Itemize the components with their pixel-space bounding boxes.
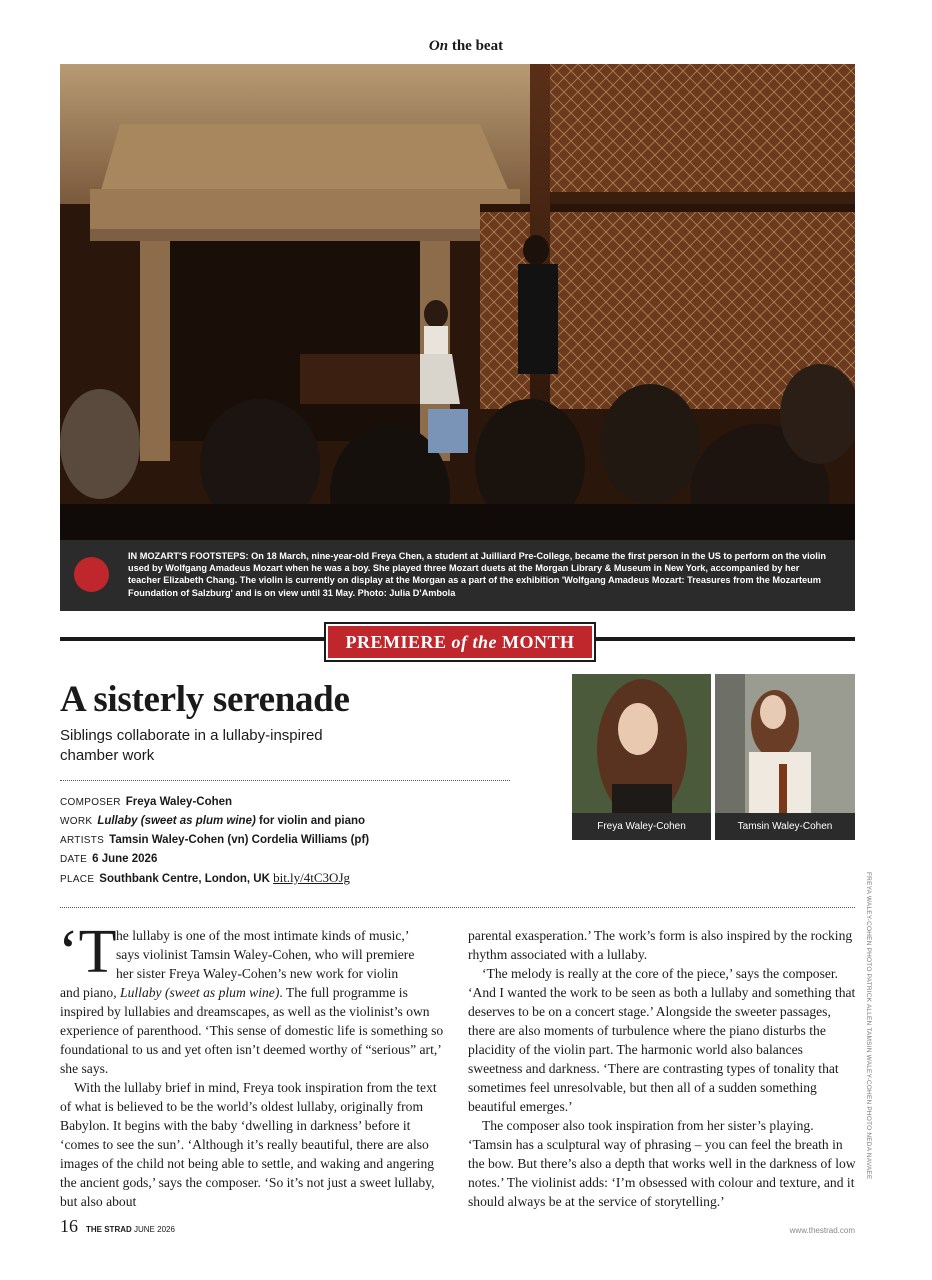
- dotted-rule-bottom: [60, 907, 855, 908]
- work-label: WORK: [60, 816, 93, 827]
- detail-place: [60, 871, 350, 887]
- portrait-freya: [572, 674, 711, 840]
- headline: A sisterly serenade: [60, 679, 350, 720]
- date-value: 6 June 2026: [92, 853, 158, 865]
- p1-pre: and piano,: [60, 985, 121, 1000]
- detail-artists: [60, 833, 369, 848]
- banner-word-month: MONTH: [502, 631, 575, 652]
- place-label: PLACE: [60, 874, 95, 885]
- composer-value: Freya Waley-Cohen: [125, 796, 233, 808]
- body-paragraph-5: The composer also took inspiration from her sister’s playing. ‘Tamsin has a sculptural way of phrasing – you can feel the breath in the bow. But there’s also a depth that works well in the darkness of low notes.’ The violinist adds: ‘I’m obsessed with colour and texture, and it should always be at the service of storytelling.’: [468, 1118, 856, 1209]
- banner-rule-right: [590, 637, 855, 641]
- work-instrumentation: for violin and piano: [255, 815, 366, 827]
- detail-date: [60, 852, 157, 867]
- portrait-tamsin: [715, 674, 855, 840]
- standfirst: Siblings collaborate in a lullaby-inspired chamber work: [60, 727, 323, 764]
- body-column-left: [60, 983, 445, 1211]
- p1-rest: . The full programme is inspired by lullabies and dreamscapes, as well as the violinist’s own experience of parenthood. ‘This sense of domestic life is something so foundational to us and yet often isn’t deemed worthy of “serious” art,’ she says.: [60, 985, 444, 1076]
- section-banner: [326, 624, 594, 660]
- artists-label: ARTISTS: [60, 835, 105, 846]
- magazine-footer: [86, 1225, 175, 1234]
- running-head-italic: On: [428, 38, 449, 54]
- composer-label: COMPOSER: [60, 797, 121, 808]
- body-paragraph-4: ‘The melody is really at the core of the piece,’ says the composer. ‘And I wanted the work to be seen as both a lullaby and something that deserves to be on a concert stage.’ Alongside the sweeter passages, there are also moments of turbulence where the piano disturbs the placidity of the violin part. The harmonic world also balances sweetness and darkness. ‘There are contrasting types of tonality that sometimes feel unresolvable, but then all of a sudden something beautiful emerges.’: [468, 966, 856, 1114]
- magazine-issue: JUNE 2026: [131, 1225, 175, 1234]
- page-number: 16: [60, 1216, 78, 1236]
- drop-cap: [58, 918, 117, 986]
- portrait-freya-label: Freya Waley-Cohen: [572, 813, 711, 840]
- date-label: DATE: [60, 854, 88, 865]
- photo-credit-text: FREYA WALEY-COHEN PHOTO PATRICK ALLEN TAMSIN WALEY-COHEN PHOTO NEDA NAVAEE: [865, 872, 872, 1180]
- drop-cap-quote: ‘: [58, 918, 79, 986]
- running-head: [0, 38, 932, 55]
- body-paragraph-2: With the lullaby brief in mind, Freya took inspiration from the text of what is believed to be the world’s oldest lullaby, originally from Babylon. It begins with the baby ‘dwelling in darkness’ before it ‘comes to see the sun’. ‘Although it’s really beautiful, there are also images of the child not being able to settle, and waking and angering the ancient gods,’ says the composer. ‘So it’s not just a sweet lullaby, but also about: [60, 1080, 437, 1209]
- body-line-3: her sister Freya Waley-Cohen’s new work for violin: [116, 966, 399, 981]
- p1-work-title: Lullaby (sweet as plum wine): [120, 985, 280, 1000]
- running-head-text: the beat: [451, 38, 504, 54]
- website-url[interactable]: www.thestrad.com: [789, 1226, 855, 1235]
- body-paragraph-3: parental exasperation.’ The work’s form is also inspired by the rocking rhythm associated with a lullaby.: [468, 928, 853, 962]
- body-line-2: says violinist Tamsin Waley-Cohen, who will premiere: [116, 947, 415, 962]
- photo-credit: [862, 872, 872, 1212]
- body-column-right: [468, 926, 858, 1211]
- detail-composer: [60, 795, 232, 810]
- detail-work: [60, 814, 365, 829]
- dotted-rule-top: [60, 780, 510, 781]
- caption-bullet-icon: [74, 557, 109, 592]
- work-title: Lullaby (sweet as plum wine): [97, 815, 256, 827]
- concert-photo: [60, 64, 855, 540]
- event-link[interactable]: bit.ly/4tC3OJg: [273, 870, 351, 885]
- banner-word-premiere: PREMIERE: [345, 631, 447, 652]
- body-paragraph-1: [60, 983, 445, 1078]
- artists-value: Tamsin Waley-Cohen (vn) Cordelia Williams (pf): [109, 834, 370, 846]
- photo-caption: IN MOZART'S FOOTSTEPS: On 18 March, nine-year-old Freya Chen, a student at Juilliard Pre-College, became the first person in the US to perform on the violin used by Wolfgang Amadeus Mozart when he was a boy. She played three Mozart duets at the Morgan Library & Museum in New York, accompanied by her teacher Elizabeth Chang. The violin is currently on display at the Morgan as a part of the exhibition 'Wolfgang Amadeus Mozart: Treasures from the Mozarteum Foundation of Salzburg' and is on view until 31 May. Photo: Julia D'Ambola: [128, 551, 826, 598]
- drop-cap-letter: T: [78, 918, 117, 986]
- banner-rule-left: [60, 637, 326, 641]
- body-line-1: he lullaby is one of the most intimate kinds of music,’: [116, 928, 410, 943]
- magazine-name: THE STRAD: [86, 1225, 132, 1234]
- body-first-lines: [116, 926, 446, 983]
- banner-word-of-the: of the: [451, 631, 497, 652]
- portrait-tamsin-label: Tamsin Waley-Cohen: [715, 813, 855, 840]
- place-value: Southbank Centre, London, UK: [99, 873, 270, 885]
